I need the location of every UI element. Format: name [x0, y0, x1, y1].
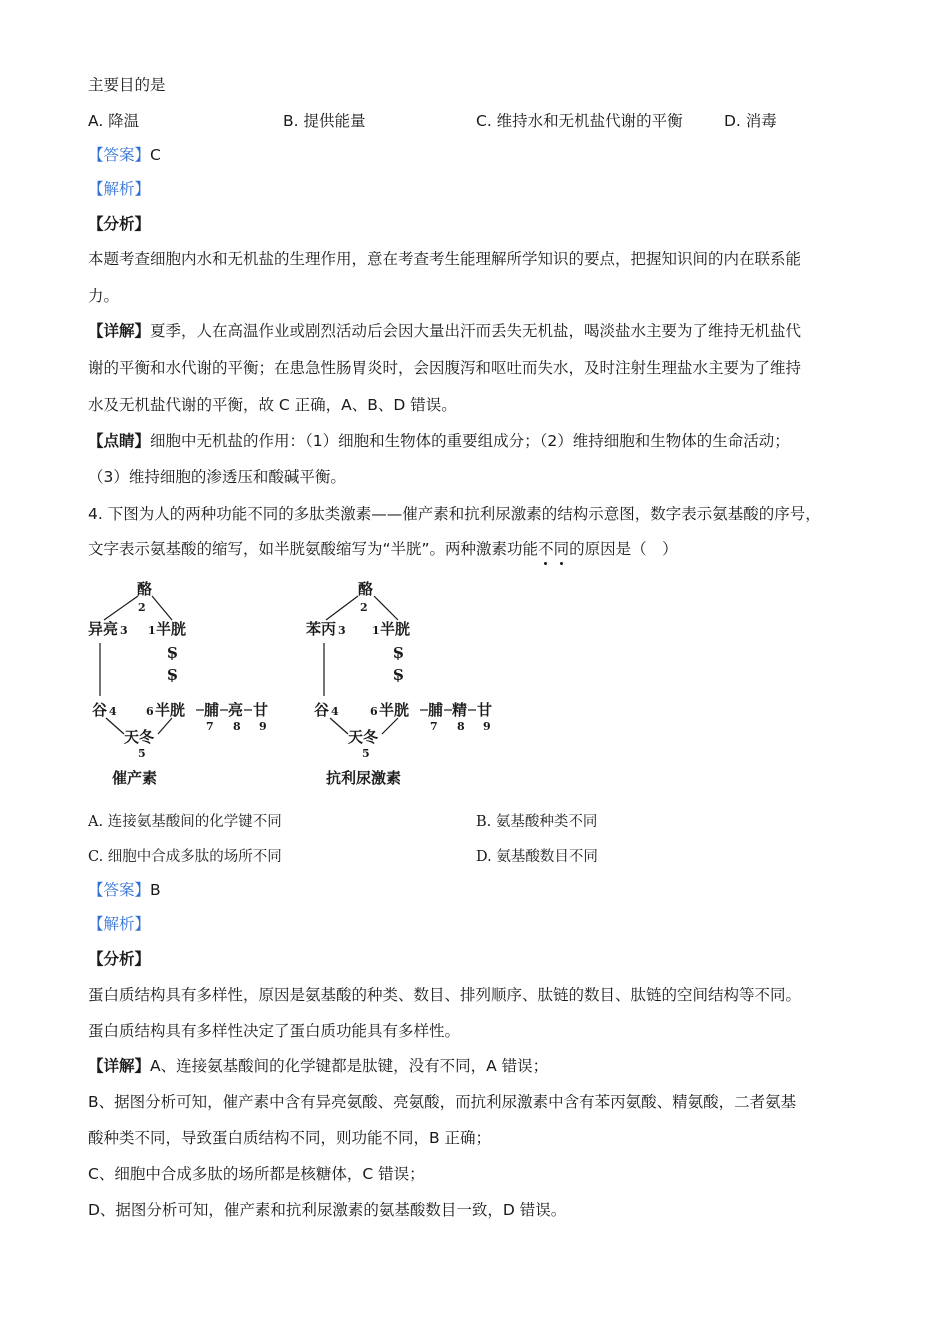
stem-text: 文字表示氨基酸的缩写，如半胱氨酸缩写为“半胱”。两种激素功能 [88, 540, 539, 558]
aa-number: 4 [331, 705, 339, 718]
aa-label: 异亮 [88, 620, 119, 638]
bond-line [152, 596, 172, 620]
aa-number: 9 [259, 720, 267, 733]
bond-line [382, 718, 398, 734]
q3-detail-line-2: 谢的平衡和水代谢的平衡；在患急性肠胃炎时，会因腹泻和呕吐而失水，及时注射生理盐水主要为了维持 [88, 359, 802, 377]
q4-stem-line-1: 4. 下图为人的两种功能不同的多肽类激素——催产素和抗利尿激素的结构示意图，数字表示氨基酸的序号， [88, 505, 821, 523]
aa-label: 半胱 [156, 620, 187, 638]
aa-label: 酪 [358, 580, 374, 598]
detail-tag: 【详解】 [88, 1057, 151, 1075]
q4-option-a: A. 连接氨基酸间的化学键不同 [88, 814, 282, 830]
q3-fenxi-tag: 【分析】 [88, 215, 151, 233]
aa-label: 脯 [428, 701, 444, 719]
aa-label: 半胱 [379, 701, 410, 719]
q3-stem-tail: 主要目的是 [88, 76, 166, 94]
aa-label: 半胱 [380, 620, 411, 638]
q4-fenxi-tag: 【分析】 [88, 950, 151, 968]
q4-detail-line-5: D、据图分析可知，催产素和抗利尿激素的氨基酸数目一致，D 错误。 [88, 1201, 567, 1219]
aa-number: 8 [457, 720, 465, 733]
aa-number: 6 [146, 705, 154, 718]
aa-number: 4 [109, 705, 117, 718]
q3-point-line-2: （3）维持细胞的渗透压和酸碱平衡。 [88, 468, 346, 486]
q4-answer [88, 879, 161, 901]
bond-line [330, 718, 348, 734]
detail-text: A、连接氨基酸间的化学键都是肽键，没有不同，A 错误； [150, 1057, 549, 1075]
emphasis-char-1: 不 [538, 540, 554, 558]
aa-label: 甘 [253, 701, 269, 719]
q4-option-c: C. 细胞中合成多肽的场所不同 [88, 849, 282, 865]
q3-detail-line-3: 水及无机盐代谢的平衡，故 C 正确，A、B、D 错误。 [88, 396, 457, 414]
q4-analysis-tag: 【解析】 [88, 915, 151, 933]
bond-line [104, 596, 138, 620]
vasopressin-caption: 抗利尿激素 [326, 769, 402, 787]
aa-label: 亮 [228, 701, 244, 719]
q4-option-d: D. 氨基酸数目不同 [476, 849, 598, 865]
q4-detail-line-3: 酸种类不同，导致蛋白质结构不同，则功能不同，B 正确； [88, 1129, 492, 1147]
q4-fenxi-line-1: 蛋白质结构具有多样性，原因是氨基酸的种类、数目、排列顺序、肽链的数目、肽链的空间结构等不同。 [88, 986, 802, 1004]
answer-tag: 【答案】 [88, 146, 151, 164]
q4-option-b: B. 氨基酸种类不同 [476, 814, 598, 830]
answer-tag: 【答案】 [88, 881, 151, 899]
aa-number: 2 [360, 601, 368, 614]
q4-fenxi-line-2: 蛋白质结构具有多样性决定了蛋白质功能具有多样性。 [88, 1022, 461, 1040]
q3-option-a: A. 降温 [88, 112, 140, 130]
aa-number: 7 [206, 720, 214, 733]
sulfur-label: S [393, 666, 404, 684]
q3-fenxi-line-1: 本题考查细胞内水和无机盐的生理作用，意在考查考生能理解所学知识的要点，把握知识间的内在联系能 [88, 250, 802, 268]
aa-number: 6 [370, 705, 378, 718]
aa-number: 1 [372, 624, 380, 637]
aa-number: 1 [148, 624, 156, 637]
aa-label: 苯丙 [306, 620, 337, 638]
aa-label: 谷 [314, 701, 330, 719]
stem-text-tail: 的原因是（ ） [569, 540, 678, 558]
q3-analysis-tag: 【解析】 [88, 180, 151, 198]
q4-detail-line-2: B、据图分析可知，催产素中含有异亮氨酸、亮氨酸，而抗利尿激素中含有苯丙氨酸、精氨酸，二者氨基 [88, 1093, 797, 1111]
aa-label: 甘 [477, 701, 493, 719]
aa-number: 5 [138, 747, 146, 760]
oxytocin-diagram [88, 580, 268, 787]
vasopressin-diagram [306, 580, 492, 787]
answer-value: B [150, 881, 161, 899]
aa-label: 谷 [92, 701, 108, 719]
bond-line [106, 718, 124, 734]
bond-line [326, 596, 358, 620]
q3-option-d: D. 消毒 [724, 112, 777, 130]
bond-line [374, 596, 398, 620]
q3-fenxi-line-2: 力。 [88, 287, 120, 305]
q3-option-c: C. 维持水和无机盐代谢的平衡 [476, 112, 683, 130]
detail-tag: 【详解】 [88, 322, 151, 340]
point-tag: 【点睛】 [88, 432, 151, 450]
bond-line [158, 718, 172, 734]
aa-number: 8 [233, 720, 241, 733]
aa-number: 2 [138, 601, 146, 614]
aa-label: 天冬 [124, 728, 155, 746]
aa-number: 3 [120, 624, 128, 637]
aa-label: 脯 [204, 701, 220, 719]
sulfur-label: S [167, 644, 178, 662]
sulfur-label: S [167, 666, 178, 684]
detail-text: 夏季，人在高温作业或剧烈活动后会因大量出汗而丢失无机盐，喝淡盐水主要为了维持无机盐代 [150, 322, 802, 340]
aa-number: 9 [483, 720, 491, 733]
emphasis-char-2: 同 [553, 540, 570, 558]
aa-number: 5 [362, 747, 370, 760]
answer-value: C [150, 146, 161, 164]
sulfur-label: S [393, 644, 404, 662]
q3-option-b: B. 提供能量 [283, 112, 366, 130]
point-text: 细胞中无机盐的作用：（1）细胞和生物体的重要组成分；（2）维持细胞和生物体的生命活动； [150, 432, 790, 450]
aa-label: 精 [452, 701, 468, 719]
oxytocin-caption: 催产素 [112, 769, 158, 787]
aa-label: 酪 [137, 580, 153, 598]
aa-number: 7 [430, 720, 438, 733]
aa-label: 半胱 [155, 701, 186, 719]
q4-detail-line-1 [88, 1055, 548, 1077]
q4-detail-line-4: C、细胞中合成多肽的场所都是核糖体，C 错误； [88, 1165, 425, 1183]
aa-number: 3 [338, 624, 346, 637]
aa-label: 天冬 [348, 728, 379, 746]
